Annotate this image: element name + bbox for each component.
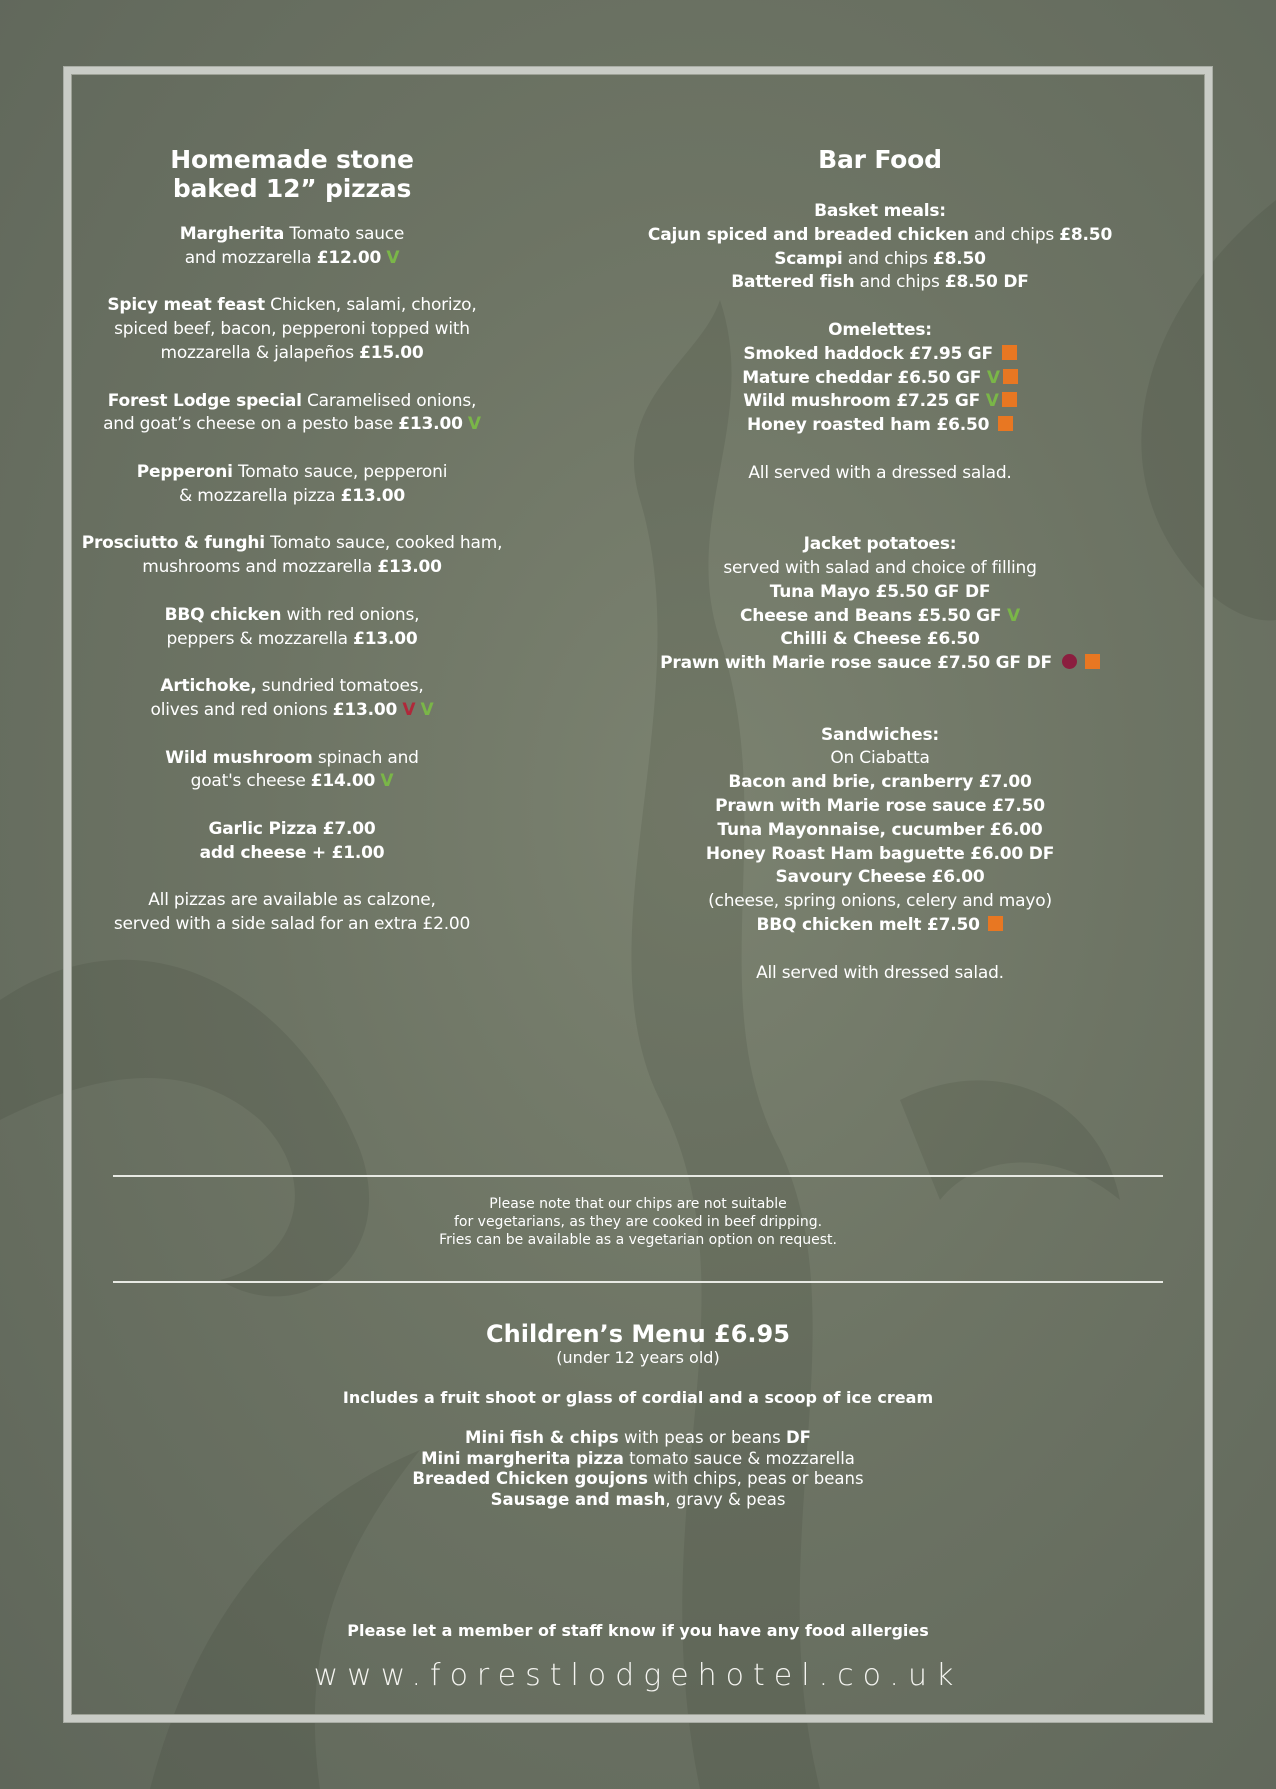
item-name-text: £8.50 [1059, 224, 1113, 245]
item-text: spiced beef, bacon, pepperoni topped with [114, 319, 470, 340]
item-name-text: Savoury Cheese £6.00 [775, 867, 985, 888]
item-name-text: BBQ chicken [164, 604, 282, 625]
menu-line [62, 747, 522, 771]
note-line: Please note that our chips are not suitable [489, 1196, 787, 1212]
item-name-text: £13.00 [377, 557, 442, 578]
item-name-text: Tuna Mayo £5.50 GF DF [769, 581, 991, 602]
menu-line [62, 342, 522, 366]
menu-item [62, 532, 522, 580]
item-text: goat's cheese [190, 771, 311, 792]
childrens-menu-includes: Includes a fruit shoot or glass of cordial and a scoop of ice cream [342, 1388, 934, 1407]
item-text: olives and red onions [150, 699, 333, 720]
vegetarian-badge: V [986, 367, 1000, 388]
menu-line [600, 224, 1160, 248]
menu-item [600, 319, 1160, 438]
orange-square-icon [1003, 369, 1018, 384]
menu-line [62, 485, 522, 509]
menu-line [62, 675, 522, 699]
menu-line [600, 843, 1160, 867]
red-dot-icon [1062, 654, 1077, 669]
item-name-text: £14.00 [310, 771, 376, 792]
vegetarian-badge: V [386, 247, 400, 268]
item-name-text: £13.00 [353, 628, 418, 649]
menu-line [62, 842, 522, 866]
childrens-menu-items [113, 1428, 1163, 1510]
item-name-text: Wild mushroom £7.25 GF [743, 391, 986, 412]
item-name-text: Cheese and Beans £5.50 GF [740, 605, 1007, 626]
childrens-menu [113, 1320, 1163, 1510]
menu-line [62, 913, 522, 937]
item-text: , gravy & peas [665, 1489, 786, 1509]
item-text: and chips [968, 224, 1060, 245]
item-name-text: £15.00 [359, 342, 424, 363]
vegetarian-badge: V [467, 414, 481, 435]
menu-line [600, 914, 1160, 938]
vegetarian-badge: V [1006, 605, 1020, 626]
item-name-text: BBQ chicken melt £7.50 [756, 914, 986, 935]
item-name-text: add cheese + £1.00 [199, 842, 385, 863]
menu-line [600, 390, 1160, 414]
item-text: tomato sauce & mozzarella [623, 1448, 855, 1468]
menu-item [600, 200, 1160, 295]
item-text: All served with a dressed salad. [748, 462, 1012, 483]
item-text: and chips [854, 272, 945, 293]
item-name-text: Honey Roast Ham baguette £6.00 DF [705, 843, 1055, 864]
menu-line [62, 556, 522, 580]
vegetarian-badge: V [985, 391, 999, 412]
item-name-text: Prosciutto & funghi [81, 533, 265, 554]
menu-line [62, 604, 522, 628]
item-name-text: £8.50 DF [944, 272, 1029, 293]
menu-line [113, 1490, 1163, 1511]
menu-line [62, 628, 522, 652]
item-name-text: £13.00 [340, 485, 406, 506]
item-name-text: Breaded Chicken goujons [412, 1469, 648, 1489]
menu-line [600, 866, 1160, 890]
menu-line [62, 390, 522, 414]
item-text: All pizzas are available as calzone, [148, 890, 436, 911]
item-name-text: £13.00 [332, 699, 398, 720]
menu-line [600, 271, 1160, 295]
item-name-text: £8.50 [933, 248, 986, 269]
title-line: baked 12” pizzas [172, 174, 412, 203]
item-text: & mozzarella pizza [178, 485, 341, 506]
item-name-text: Scampi [774, 248, 843, 269]
menu-line [600, 414, 1160, 438]
menu-item [600, 533, 1160, 676]
menu-item [62, 461, 522, 509]
menu-item [62, 747, 522, 795]
menu-line [600, 819, 1160, 843]
item-name-text: Bacon and brie, cranberry £7.00 [728, 772, 1032, 793]
vegetarian-badge: V [420, 699, 434, 720]
pizza-section-title [62, 145, 522, 203]
childrens-menu-title: Children’s Menu £6.95 [486, 1320, 790, 1348]
vegetarian-badge: V [380, 771, 394, 792]
menu-line [600, 605, 1160, 629]
item-text: served with salad and choice of filling [723, 557, 1037, 578]
item-text: with red onions, [281, 604, 420, 625]
menu-line [113, 1428, 1163, 1449]
menu-line [600, 890, 1160, 914]
item-text: (cheese, spring onions, celery and mayo) [708, 891, 1052, 912]
item-text: Chicken, salami, chorizo, [264, 295, 477, 316]
menu-line [62, 770, 522, 794]
menu-line [600, 628, 1160, 652]
divider-bottom [113, 1281, 1163, 1283]
divider-top [113, 1175, 1163, 1177]
item-name-text: Pepperoni [136, 461, 233, 482]
item-name-text: Basket meals: [814, 201, 946, 221]
menu-line [600, 343, 1160, 367]
menu-item [62, 223, 522, 271]
menu-line [62, 318, 522, 342]
item-name-text: Smoked haddock £7.95 GF [743, 343, 999, 364]
menu-line [600, 367, 1160, 391]
orange-square-icon [988, 916, 1003, 931]
menu-line [600, 581, 1160, 605]
menu-line [600, 462, 1160, 486]
menu-item [600, 724, 1160, 938]
item-name-text: Wild mushroom [165, 747, 313, 768]
item-text: spinach and [312, 747, 419, 768]
menu-item [600, 462, 1160, 486]
item-name-text: Sausage and mash [490, 1489, 666, 1509]
menu-line [600, 557, 1160, 581]
menu-line [600, 200, 1160, 224]
menu-item [62, 390, 522, 438]
menu-line [62, 818, 522, 842]
item-text: served with a side salad for an extra £2.00 [113, 914, 471, 935]
bar-food-title: Bar Food [818, 145, 942, 174]
item-name-text: Mini margherita pizza [421, 1448, 624, 1468]
menu-item [600, 962, 1160, 986]
chips-note [113, 1195, 1163, 1249]
item-text: and mozzarella [184, 247, 317, 268]
item-name-text: Garlic Pizza £7.00 [208, 818, 376, 839]
pizza-list [62, 223, 522, 937]
menu-line [600, 533, 1160, 557]
menu-line [113, 1469, 1163, 1490]
item-name-text: Sandwiches: [821, 724, 939, 745]
menu-line [62, 699, 522, 723]
item-text: On Ciabatta [830, 748, 930, 769]
item-text: Tomato sauce [284, 224, 405, 244]
item-text: peppers & mozzarella [166, 628, 354, 649]
pizza-section [62, 145, 522, 961]
vegan-badge: V [402, 699, 416, 720]
item-text: sundried tomatoes, [256, 676, 424, 697]
item-text: Caramelised onions, [301, 390, 477, 411]
item-name-text: Jacket potatoes: [803, 534, 957, 555]
item-text: with chips, peas or beans [647, 1469, 864, 1489]
item-text: Tomato sauce, pepperoni [232, 461, 448, 482]
item-name-text: £12.00 [316, 247, 382, 268]
item-name-text: Battered fish [731, 272, 855, 293]
item-name-text: Spicy meat feast [107, 295, 265, 316]
item-text: Tomato sauce, cooked ham, [264, 533, 503, 554]
item-name-text: Forest Lodge special [107, 390, 302, 411]
menu-line [600, 795, 1160, 819]
item-name-text: Honey roasted ham £6.50 [746, 415, 996, 436]
menu-line [600, 962, 1160, 986]
item-name-text: Chilli & Cheese £6.50 [780, 629, 980, 650]
orange-square-icon [1002, 392, 1017, 407]
item-text [1077, 653, 1082, 673]
note-line: for vegetarians, as they are cooked in beef dripping. [453, 1214, 823, 1230]
website-link[interactable]: www.forestlodgehotel.co.uk [313, 1658, 963, 1693]
item-name-text: Cajun spiced and breaded chicken [647, 224, 969, 245]
item-name-text: Omelettes: [828, 319, 932, 340]
item-text: mozzarella & jalapeños [160, 342, 360, 363]
item-name-text: Prawn with Marie rose sauce £7.50 [715, 795, 1045, 816]
item-name-text: Prawn with Marie rose sauce £7.50 GF DF [660, 653, 1058, 674]
childrens-menu-subtitle: (under 12 years old) [556, 1348, 720, 1367]
orange-square-icon [998, 416, 1013, 431]
item-name-text: Artichoke, [160, 676, 257, 697]
menu-line [600, 747, 1160, 771]
menu-line [600, 248, 1160, 272]
bar-food-section [600, 145, 1160, 1009]
menu-line [62, 413, 522, 437]
item-name-text: Mature cheddar £6.50 GF [742, 367, 987, 388]
menu-line [113, 1449, 1163, 1470]
menu-line [62, 247, 522, 271]
item-text: mushrooms and mozzarella [142, 557, 378, 578]
item-text: with peas or beans [618, 1428, 786, 1447]
item-text: and goat’s cheese on a pesto base [103, 414, 399, 435]
menu-item [62, 604, 522, 652]
menu-line [600, 319, 1160, 343]
menu-line [600, 652, 1160, 676]
menu-item [62, 675, 522, 723]
title-line: Homemade stone [170, 145, 414, 174]
menu-item [62, 294, 522, 365]
menu-line [600, 724, 1160, 748]
menu-line [62, 223, 522, 247]
allergy-notice: Please let a member of staff know if you have any food allergies [347, 1621, 929, 1640]
menu-line [62, 461, 522, 485]
orange-square-icon [1002, 345, 1017, 360]
menu-line [62, 889, 522, 913]
menu-line [600, 771, 1160, 795]
item-name-text: Tuna Mayonnaise, cucumber £6.00 [717, 819, 1043, 840]
menu-item [62, 818, 522, 866]
menu-line [62, 294, 522, 318]
orange-square-icon [1085, 654, 1100, 669]
item-name-text: Mini fish & chips [465, 1428, 619, 1447]
bar-food-list [600, 200, 1160, 985]
menu-item [62, 889, 522, 937]
item-text: and chips [842, 248, 934, 269]
menu-line [62, 532, 522, 556]
item-name-text: DF [785, 1428, 811, 1447]
note-line: Fries can be available as a vegetarian option on request. [439, 1232, 837, 1248]
item-name-text: Margherita [179, 224, 285, 244]
item-text: All served with dressed salad. [756, 962, 1004, 983]
item-name-text: £13.00 [398, 414, 463, 435]
